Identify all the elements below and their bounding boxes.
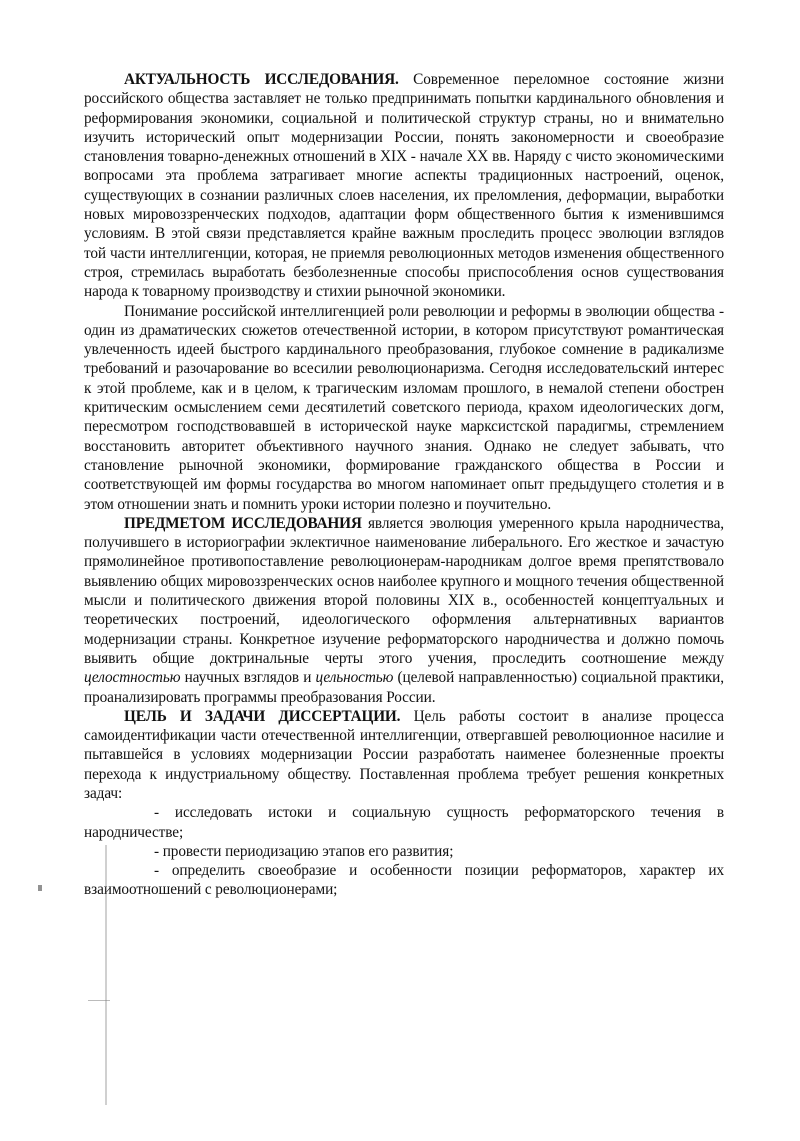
text-actuality: Современное переломное состояние жизни российского общества заставляет не только предпринимать попытки кардинального обновления и реформирования экономики, социальной и политической структур страны, но и внимательно изучить исторический опыт модернизации России, понять закономерности и своеобразие становления товарно-денежных отношений в XIX - начале XX вв. Наряду с чисто экономическими вопросами эта проблема затрагивает многие аспекты традиционных настроений, оценок, существующих в сознании различных слоев населения, их преломления, деформации, выработки новых мировоззренческих подходов, адаптации форм общественного бытия к изменившимся условиям. В этой связи представляется крайне важным проследить процесс эволюции взглядов той части интеллигенции, которая, не приемля революционных методов изменения общественного строя, стремилась выработать безболезненные способы приспособления основ существования народа к товарному производству и стихии рыночной экономики. (84, 71, 724, 301)
italic-term-wholeness: цельностью (315, 669, 394, 687)
paragraph-actuality (84, 70, 724, 302)
scan-dash (88, 1000, 110, 1001)
text-goal: Цель работы состоит в анализе процесса самоидентификации части отечественной интеллигенции, отвергавшей революционное насилие и пытавшейся в условиях модернизации России разработать наименее болезненные проекты перехода к индустриальному обществу. Поставленная проблема требует решения конкретных задач: (84, 707, 724, 802)
paragraph-understanding: Понимание российской интеллигенцией роли революции и реформы в эволюции общества - один из драматических сюжетов отечественной истории, в котором присутствуют романтическая увлеченность идеей быстрого кардинального преобразования, глубокое сомнение в радикализме требований и разочарование во всесилии революционаризма. Сегодня исследовательский интерес к этой проблеме, как и в целом, к трагическим изломам прошлого, в немалой степени обострен критическим осмыслением семи десятилетий советского периода, крахом идеологических догм, пересмотром господствовавшей в исторической науке марксистской парадигмы, стремлением восстановить авторитет объективного научного знания. Однако не следует забывать, что становление рыночной экономики, формирование гражданского общества в России и соответствующей им формы государства во многом напоминает опыт предыдущего столетия и в этом отношении знать и помнить уроки истории полезно и поучительно. (84, 302, 724, 513)
task-item-1: - исследовать истоки и социальную сущность реформаторского течения в народничестве; (84, 804, 724, 841)
task-item-2: - провести периодизацию этапов его развития; (154, 842, 454, 860)
text-subject-before: является эволюция умеренного крыла народничества, получившего в историографии эклектичное наименование либерального. Его жесткое и зачастую прямолинейное противопоставление революционерам-народникам долгое время препятствовало выявлению общих мировоззренческих основ наиболее крупного и мощного течения общественной мысли и политического движения второй половины XIX в., особенностей концептуальных и теоретических построений, идеологического оформления альтернативных вариантов модернизации страны. Конкретное изучение реформаторского народничества и должно помочь выявить общие доктринальные черты этого учения, проследить соотношение между (84, 514, 725, 667)
task-item-3: - определить своеобразие и особенности позиции реформаторов, характер их взаимоотношений с революционерами; (84, 862, 724, 899)
heading-goal: ЦЕЛЬ И ЗАДАЧИ ДИССЕРТАЦИИ. (124, 707, 401, 725)
scan-speck (38, 885, 42, 891)
heading-subject: ПРЕДМЕТОМ ИССЛЕДОВАНИЯ (124, 514, 362, 532)
scan-margin-line (105, 845, 107, 1105)
document-page (84, 70, 724, 900)
text-subject-after: (целевой направленностью) социальной практики, проанализировать программы преобразования России. (84, 669, 724, 706)
heading-actuality: АКТУАЛЬНОСТЬ ИССЛЕДОВАНИЯ. (124, 71, 399, 88)
italic-term-integrity: целостностью (84, 669, 181, 687)
paragraph-subject (84, 514, 724, 707)
text-subject-middle: научных взглядов и (180, 669, 316, 687)
paragraph-goal (84, 707, 724, 803)
